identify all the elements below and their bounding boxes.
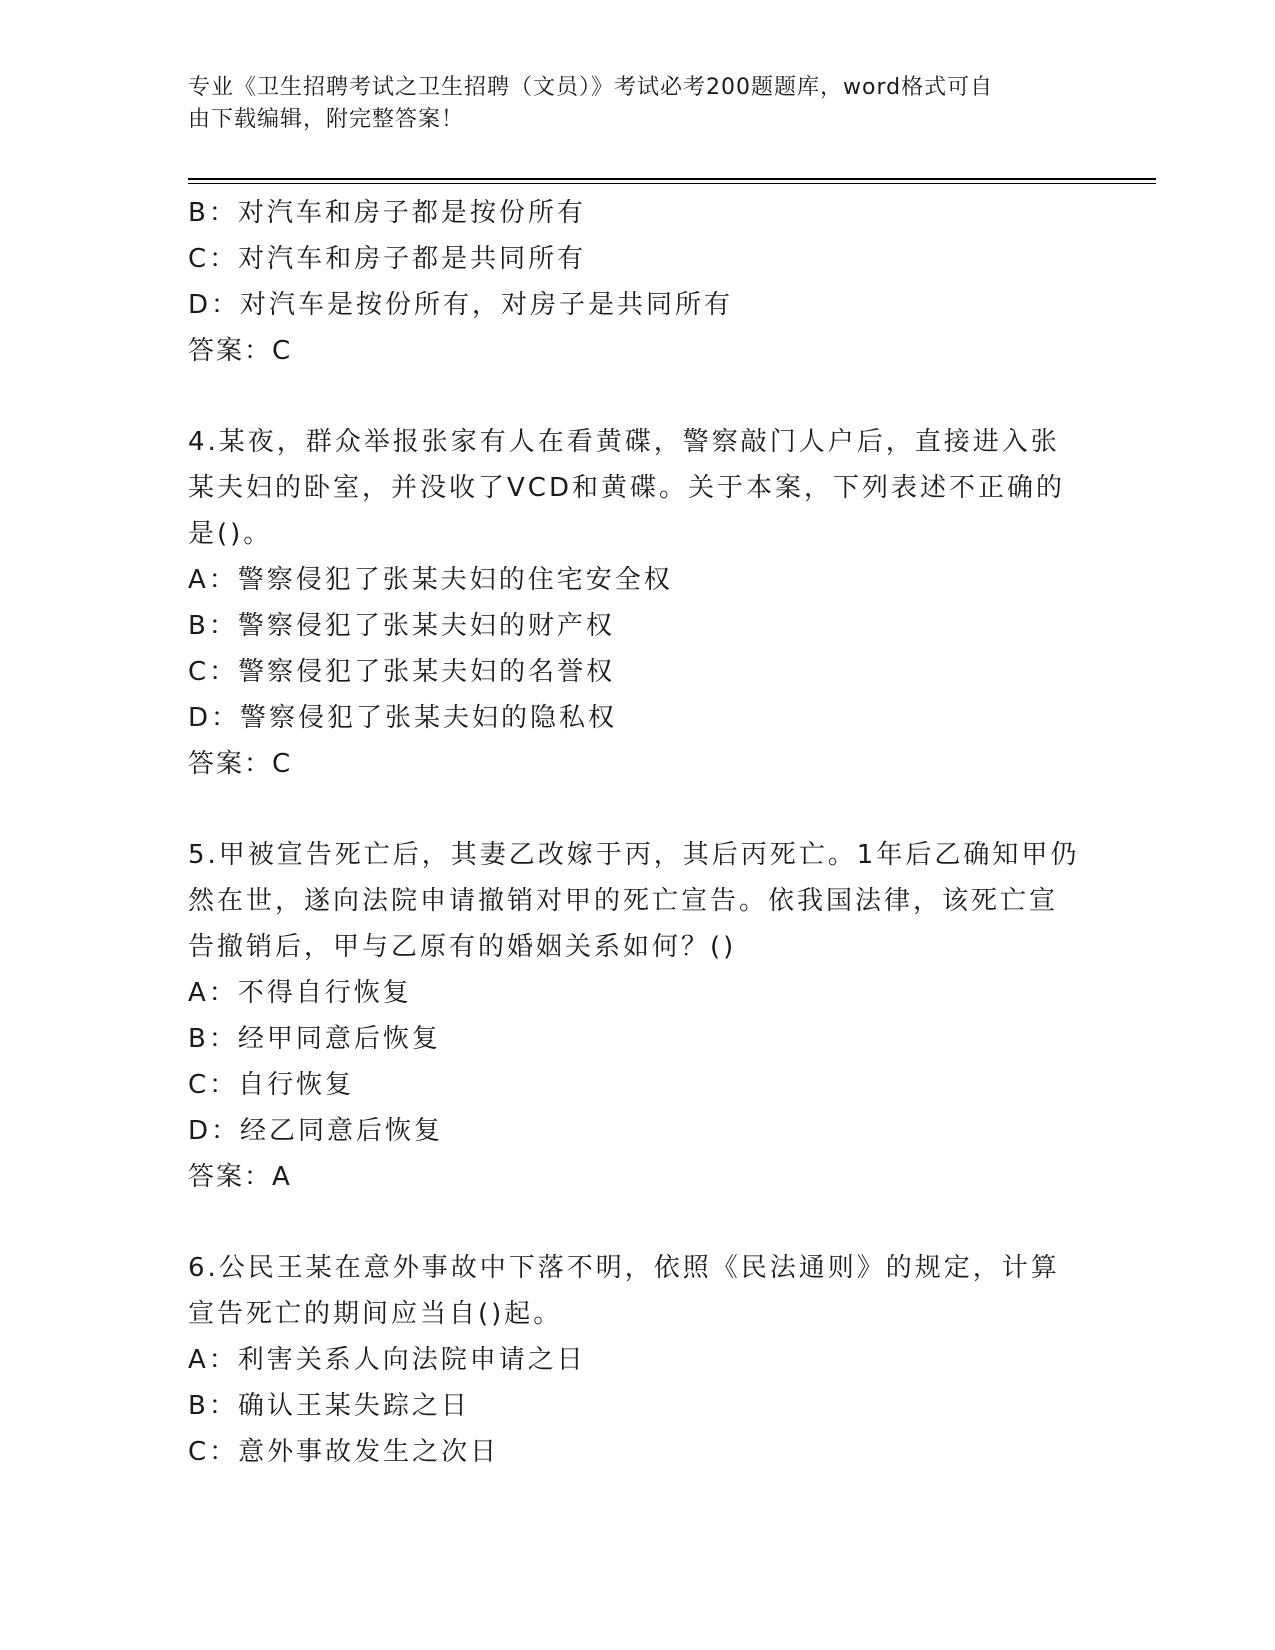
option-d: D：警察侵犯了张某夫妇的隐私权: [188, 703, 618, 733]
header-line-1: 专业《卫生招聘考试之卫生招聘（文员）》考试必考200题题库，word格式可自: [188, 75, 994, 100]
answer: 答案：A: [188, 1162, 292, 1192]
question-text-line: 是()。: [188, 519, 273, 549]
question-text-line: 4.某夜，群众举报张家有人在看黄碟，警察敲门人户后，直接进入张: [188, 427, 1060, 457]
spacer: [188, 1200, 1088, 1245]
question-list: [188, 190, 1088, 1475]
question-text-line: 某夫妇的卧室，并没收了VCD和黄碟。关于本案，下列表述不正确的: [188, 473, 1065, 503]
header-divider-thick: [188, 178, 1156, 180]
question-text-line: 宣告死亡的期间应当自()起。: [188, 1299, 563, 1329]
option-d: D：经乙同意后恢复: [188, 1116, 444, 1146]
option-c: C：对汽车和房子都是共同所有: [188, 244, 587, 274]
question-text-line: 5.甲被宣告死亡后，其妻乙改嫁于丙，其后丙死亡。1年后乙确知甲仍: [188, 840, 1080, 870]
question-text-line: 告撤销后，甲与乙原有的婚姻关系如何？(): [188, 932, 737, 962]
option-b: B：经甲同意后恢复: [188, 1024, 441, 1054]
header-divider-thin: [188, 183, 1156, 184]
option-c: C：警察侵犯了张某夫妇的名誉权: [188, 657, 616, 687]
question-4: [188, 419, 1088, 787]
option-b: B：确认王某失踪之日: [188, 1391, 470, 1421]
document-header: [188, 72, 1088, 136]
spacer: [188, 787, 1088, 832]
header-line-2: 由下载编辑，附完整答案！: [188, 107, 465, 132]
question-3: [188, 190, 1088, 374]
question-5: [188, 832, 1088, 1200]
option-b: B：对汽车和房子都是按份所有: [188, 198, 586, 228]
option-a: A：警察侵犯了张某夫妇的住宅安全权: [188, 565, 673, 595]
question-text-line: 然在世，遂向法院申请撤销对甲的死亡宣告。依我国法律，该死亡宣: [188, 886, 1059, 916]
option-b: B：警察侵犯了张某夫妇的财产权: [188, 611, 615, 641]
question-6: [188, 1245, 1088, 1475]
option-c: C：意外事故发生之次日: [188, 1437, 500, 1467]
option-a: A：不得自行恢复: [188, 978, 412, 1008]
option-c: C：自行恢复: [188, 1070, 355, 1100]
spacer: [188, 374, 1088, 419]
question-text-line: 6.公民王某在意外事故中下落不明，依照《民法通则》的规定，计算: [188, 1253, 1060, 1283]
answer: 答案：C: [188, 336, 293, 366]
option-a: A：利害关系人向法院申请之日: [188, 1345, 586, 1375]
answer: 答案：C: [188, 749, 293, 779]
option-d: D：对汽车是按份所有，对房子是共同所有: [188, 290, 734, 320]
